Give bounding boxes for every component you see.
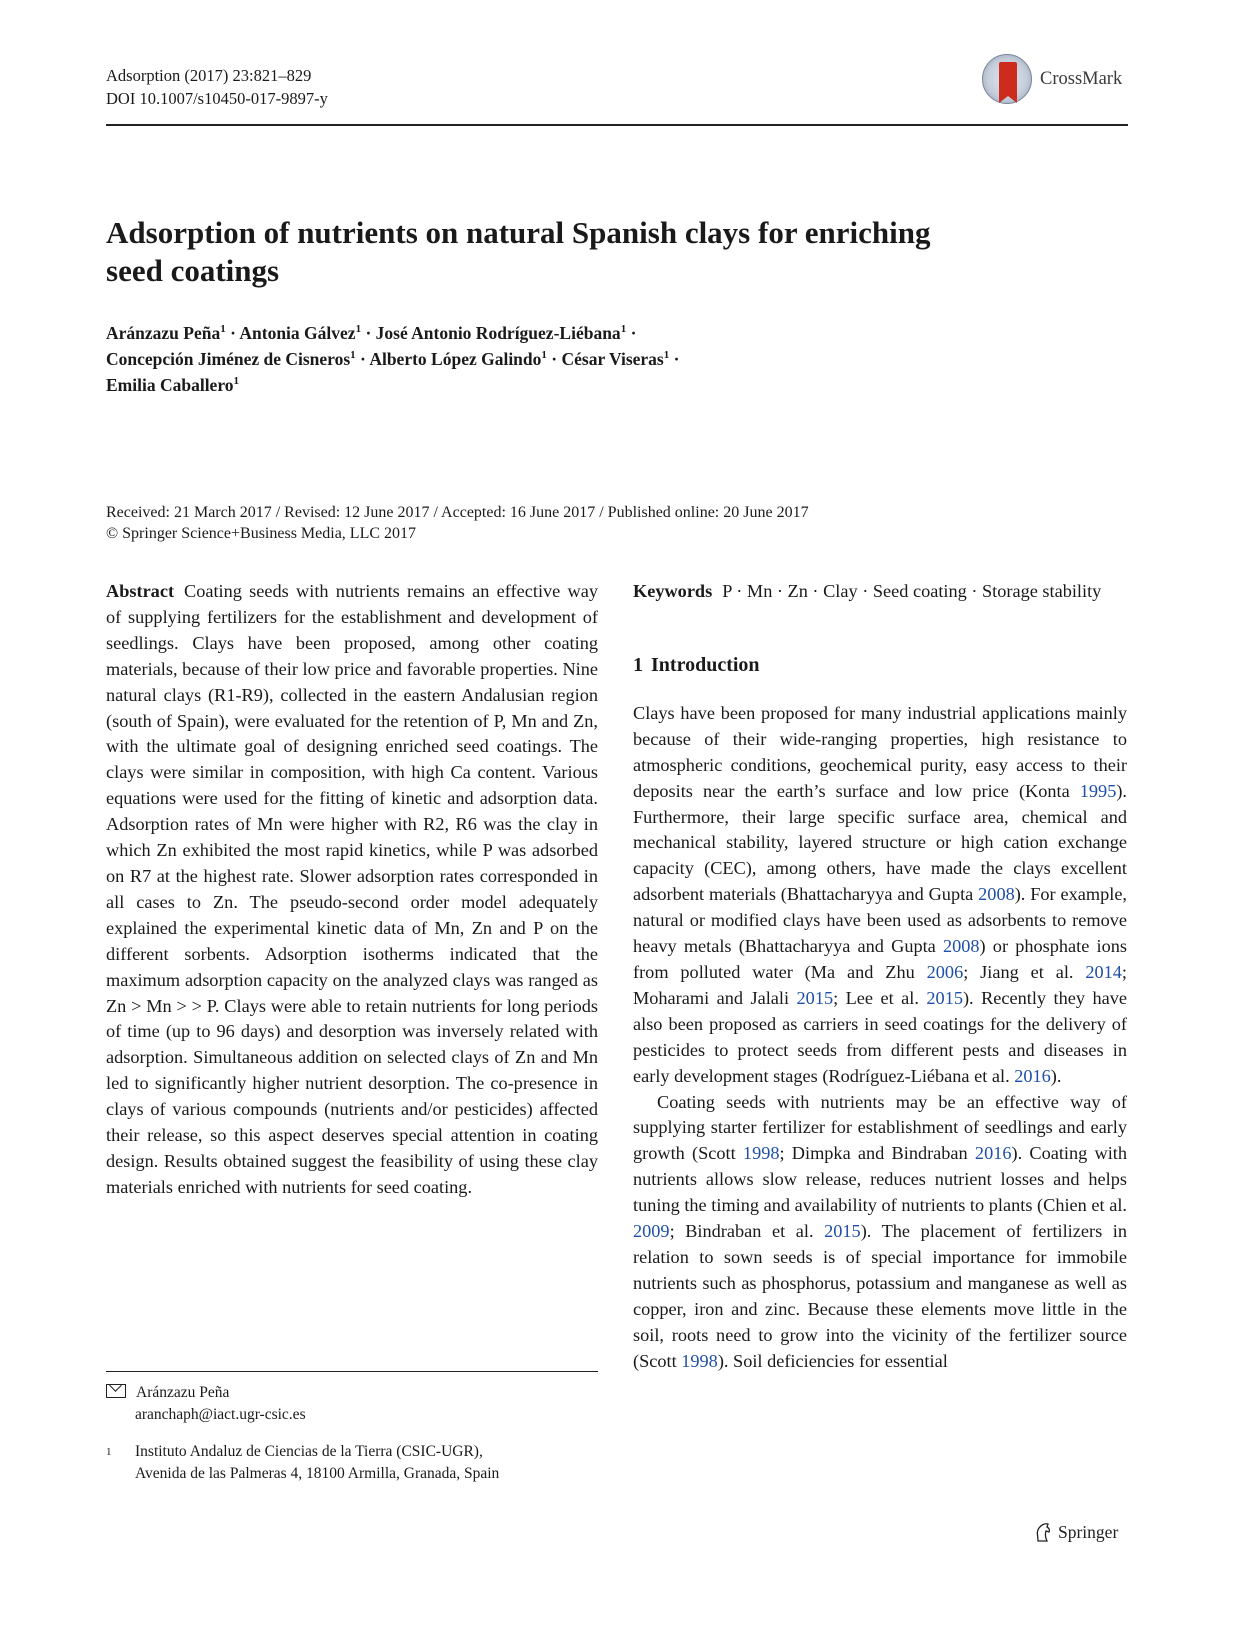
- affiliation-number: 1: [106, 1446, 112, 1458]
- article-title: [106, 214, 1006, 290]
- author-separator: ·: [630, 323, 637, 343]
- paragraph-text: ). The placement of fertilizers in relation to sown seeds is of special importance for immobile nutrients such as phosphorus, potassium and manganese as well as copper, iron and zinc. Because these elements move little in the soil, roots need to grow into the vicinity of the fertilizer source (Scott: [633, 1221, 1128, 1371]
- paragraph-text: ). Furthermore, their large specific surface area, chemical and mechanical stability, layered structure or high cation exchange capacity (CEC), among others, have made the clays excellent adsorbent materials (Bhattacharyya and Gupta: [633, 780, 1127, 905]
- author-line: [106, 320, 1006, 346]
- affiliation-mark: 1: [663, 349, 670, 362]
- affiliation-mark: 1: [620, 323, 627, 336]
- affiliation-mark: 1: [350, 349, 356, 362]
- author-name[interactable]: Alberto López Galindo: [369, 349, 542, 369]
- paragraph-text: Coating seeds with nutrients may be an effective way of supplying starter fertilizer for establishment of seedlings and early growth (Scott: [633, 1091, 1127, 1164]
- citation-link[interactable]: 2008: [978, 884, 1015, 905]
- affiliation-mark: 1: [355, 323, 362, 336]
- citation-link[interactable]: 2016: [1014, 1065, 1051, 1086]
- abstract: [106, 579, 598, 1201]
- date-history: Received: 21 March 2017 / Revised: 12 June 2017 / Accepted: 16 June 2017 / Published online: 20 June 2017: [106, 504, 809, 521]
- abstract-text: Coating seeds with nutrients remains an effective way of supplying fertilizers for the establishment and development of seedlings. Clays have been proposed, among other coating materials, because of their low price and favorable properties. Nine natural clays (R1-R9), collected in the eastern Andalusian region (south of Spain), were evaluated for the retention of P, Mn and Zn, with the ultimate goal of designing enriched seed coatings. The clays were similar in composition, with high Ca content. Various equations were used for the fitting of kinetic and adsorption data. Adsorption rates of Mn were higher with R2, R6 was the clay in which Zn exhibited the most rapid kinetics, while P was adsorbed on R7 at the highest rate. Slower adsorption rates corresponded in all cases to Zn. The pseudo-second order model adequately explained the experimental kinetic data of Mn, Zn and P on the different sorbents. Adsorption isotherms indicated that the maximum adsorption capacity on the analyzed clays was ranged as Zn > Mn > > P. Clays were able to retain nutrients for long periods of time (up to 96 days) and desorption was inversely related with adsorption. Simultaneous addition on selected clays of Zn and Mn led to significantly higher nutrient desorption. The co-presence in clays of various compounds (nutrients and/or pesticides) affected their release, so this aspect deserves special attention in coating design. Results obtained suggest the feasibility of using these clay materials enriched with nutrients for seed coating.: [106, 581, 598, 1197]
- author-name[interactable]: Emilia Caballero: [106, 375, 234, 395]
- author-name[interactable]: José Antonio Rodríguez-Liébana: [375, 323, 621, 343]
- crossmark-icon: [982, 54, 1032, 104]
- paragraph-text: ). Recently they have also been proposed as carriers in seed coatings for the delivery of pesticides to protect seeds from different pests and diseases in early development stages (Rodríguez-Liébana et al.: [633, 987, 1127, 1086]
- citation-link[interactable]: 2006: [926, 961, 964, 982]
- affiliation-mark: 1: [220, 323, 226, 336]
- intro-paragraph-2: [633, 1090, 1127, 1375]
- author-separator: ·: [230, 323, 236, 343]
- left-column: [106, 579, 598, 1201]
- springer-logo[interactable]: [1033, 1521, 1118, 1543]
- author-name[interactable]: Concepción Jiménez de Cisneros: [106, 349, 351, 369]
- author-list: [106, 320, 1006, 398]
- affiliation-mark: 1: [541, 349, 547, 362]
- paragraph-text: ). For example, natural or modified clays have been used as adsorbents to remove heavy metals (Bhattacharyya and Gupta: [633, 884, 1127, 957]
- affiliation-footnote: [106, 1441, 499, 1485]
- envelope-icon: [106, 1384, 126, 1398]
- author-line: [106, 346, 1006, 372]
- paragraph-text: Clays have been proposed for many industrial applications mainly because of their wide-ranging properties, high resistance to atmospheric conditions, geochemical purity, easy access to their deposits near the earth’s surface and low price (Konta: [633, 702, 1127, 801]
- citation-link[interactable]: 2015: [824, 1221, 861, 1242]
- paragraph-text: ).: [1050, 1065, 1062, 1086]
- intro-paragraph-1: [633, 701, 1127, 1090]
- paragraph-text: ; Bindraban et al.: [669, 1221, 825, 1242]
- citation-link[interactable]: 2015: [926, 987, 963, 1008]
- author-name[interactable]: Antonia Gálvez: [239, 323, 356, 343]
- citation-link[interactable]: 2009: [633, 1221, 670, 1242]
- author-name[interactable]: Aránzazu Peña: [106, 323, 221, 343]
- section-heading: [633, 652, 1127, 678]
- author-line: [106, 372, 1006, 398]
- keywords: [633, 579, 1127, 605]
- author-separator: ·: [673, 349, 680, 369]
- crossmark-badge[interactable]: [982, 50, 1132, 108]
- author-separator: ·: [365, 323, 372, 343]
- title-line: Adsorption of nutrients on natural Spanish clays for enriching: [106, 215, 931, 250]
- paragraph-text: ) or phosphate ions from polluted water (Ma and Zhu: [633, 936, 1127, 982]
- crossmark-label: CrossMark: [1040, 68, 1123, 89]
- copyright-line: © Springer Science+Business Media, LLC 2017: [106, 525, 417, 542]
- publication-history: [106, 502, 809, 544]
- title-line: seed coatings: [106, 253, 280, 288]
- footnote-rule: [106, 1371, 598, 1372]
- keywords-text: P · Mn · Zn · Clay · Seed coating · Storage stability: [722, 581, 1102, 601]
- citation-link[interactable]: 2016: [974, 1143, 1012, 1164]
- paragraph-text: ; Lee et al.: [833, 987, 927, 1008]
- springer-horse-icon: [1033, 1521, 1053, 1543]
- corresponding-name: Aránzazu Peña: [136, 1384, 230, 1401]
- citation-link[interactable]: 1998: [681, 1350, 718, 1371]
- paragraph-text: ; Dimpka and Bindraban: [779, 1143, 975, 1164]
- paragraph-text: ). Soil deficiencies for essential: [717, 1350, 948, 1371]
- abstract-label: Abstract: [106, 581, 175, 601]
- paragraph-text: ; Jiang et al.: [963, 961, 1086, 982]
- affiliation-mark: 1: [233, 375, 240, 388]
- citation-link[interactable]: 2015: [796, 987, 834, 1008]
- citation-link[interactable]: 1998: [742, 1143, 780, 1164]
- author-name[interactable]: César Viseras: [561, 349, 664, 369]
- citation-link[interactable]: 2008: [942, 936, 980, 957]
- author-separator: ·: [360, 349, 366, 369]
- corresponding-email[interactable]: aranchaph@iact.ugr-csic.es: [135, 1406, 306, 1423]
- keywords-label: Keywords: [633, 581, 713, 601]
- citation-link[interactable]: 2014: [1085, 961, 1122, 982]
- corresponding-author: [106, 1382, 306, 1426]
- author-separator: ·: [551, 349, 558, 369]
- doi-line[interactable]: DOI 10.1007/s10450-017-9897-y: [106, 89, 328, 108]
- section-title: Introduction: [651, 653, 760, 676]
- header-rule: [106, 124, 1128, 126]
- section-number: 1: [633, 653, 643, 676]
- paragraph-text: ). Coating with nutrients allows slow release, reduces nutrient losses and helps tuning the timing and availability of nutrients to plants (Chien et al.: [633, 1143, 1127, 1216]
- affiliation-line: Avenida de las Palmeras 4, 18100 Armilla, Granada, Spain: [135, 1465, 500, 1482]
- springer-label: Springer: [1058, 1521, 1119, 1542]
- journal-info: [106, 64, 328, 110]
- paragraph-text: ; Moharami and Jalali: [633, 961, 1128, 1008]
- citation-link[interactable]: 1995: [1079, 780, 1117, 801]
- right-column: [633, 579, 1127, 1374]
- affiliation-line: Instituto Andaluz de Ciencias de la Tierra (CSIC-UGR),: [135, 1443, 483, 1460]
- journal-citation: Adsorption (2017) 23:821–829: [106, 66, 312, 85]
